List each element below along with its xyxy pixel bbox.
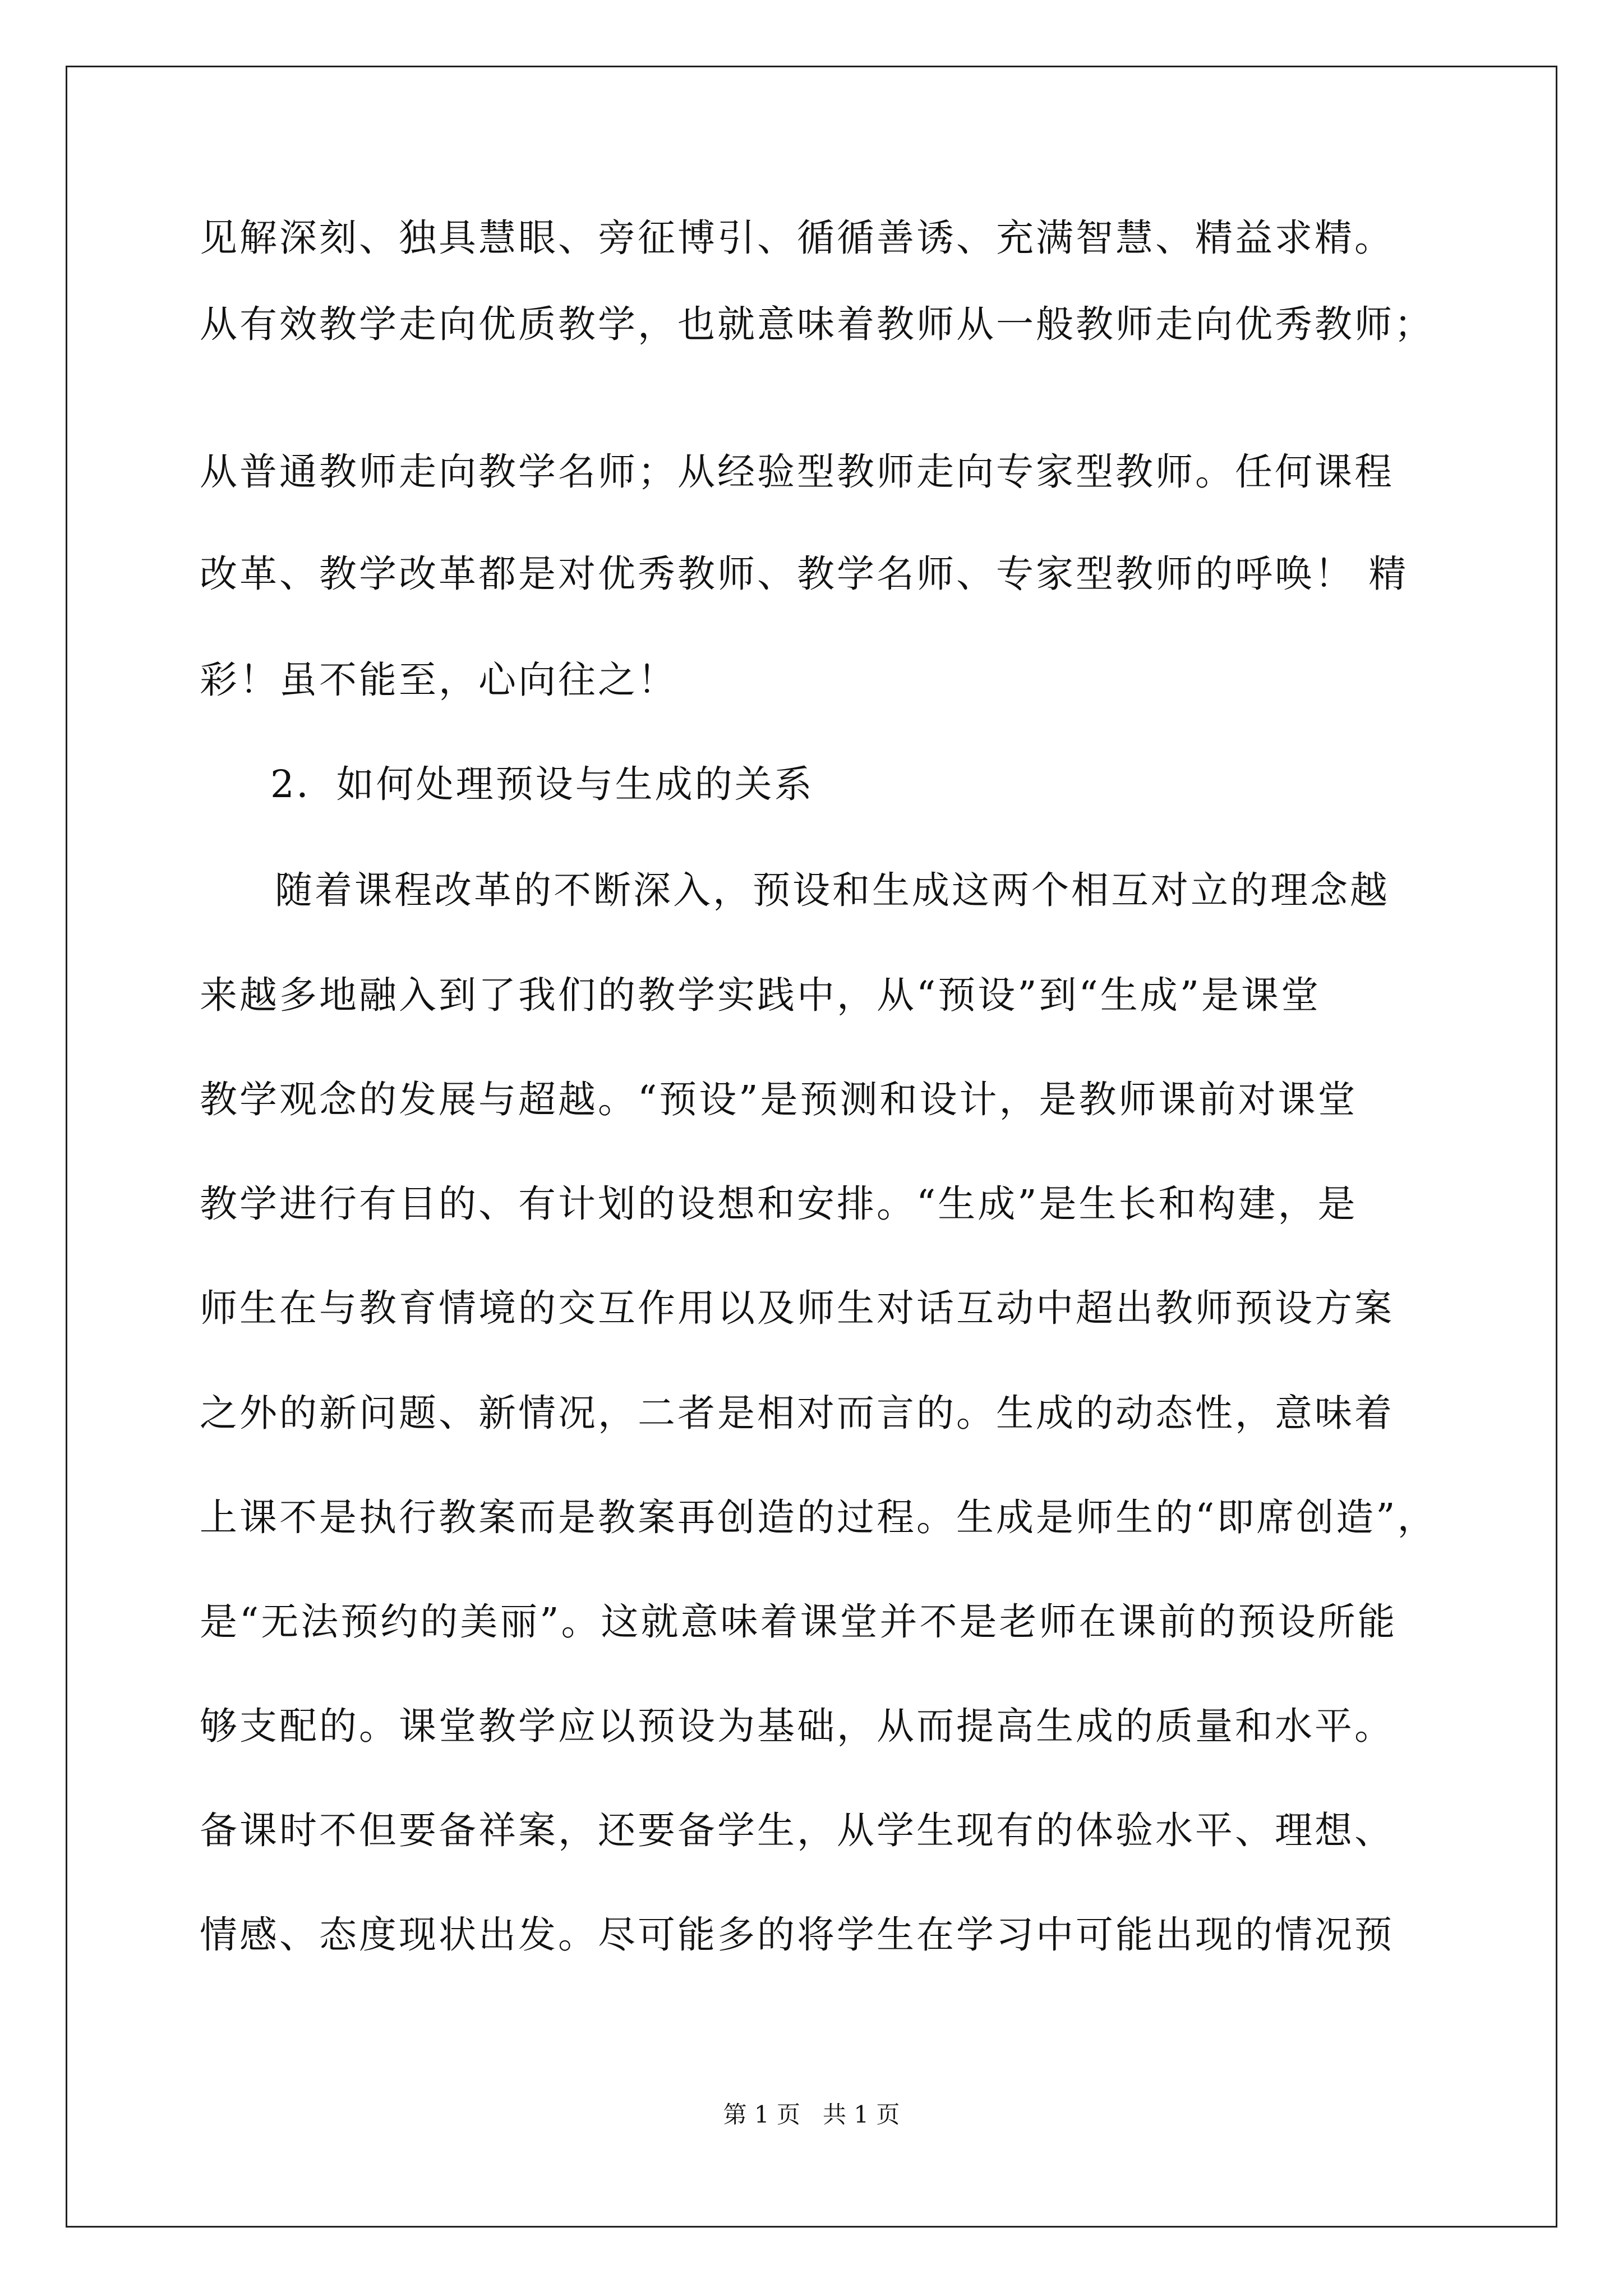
page-total: 共 1 页: [823, 2101, 900, 2128]
body-line: 教学观念的发展与超越。“预设”是预测和设计，是教师课前对课堂: [200, 1078, 1358, 1121]
body-line: 之外的新问题、新情况，二者是相对而言的。生成的动态性，意味着: [200, 1391, 1394, 1435]
body-line: 情感、态度现状出发。尽可能多的将学生在学习中可能出现的情况预: [200, 1913, 1394, 1957]
body-line: 来越多地融入到了我们的教学实践中，从“预设”到“生成”是课堂: [200, 973, 1321, 1017]
body-line: 备课时不但要备祥案，还要备学生，从学生现有的体验水平、理想、: [200, 1809, 1394, 1852]
body-line: 师生在与教育情境的交互作用以及师生对话互动中超出教师预设方案: [200, 1286, 1394, 1330]
section-heading: 2．如何处理预设与生成的关系: [270, 762, 814, 806]
body-line: 从普通教师走向教学名师；从经验型教师走向专家型教师。任何课程: [200, 450, 1394, 494]
body-line: 随着课程改革的不断深入，预设和生成这两个相互对立的理念越: [275, 868, 1390, 912]
body-line: 彩！虽不能至，心向往之！: [200, 658, 677, 702]
page-border: [66, 66, 1557, 2228]
body-line: 见解深刻、独具慧眼、旁征博引、循循善诱、充满智慧、精益求精。: [200, 216, 1394, 260]
body-line: 改革、教学改革都是对优秀教师、教学名师、专家型教师的呼唤！ 精: [200, 552, 1409, 596]
body-line: 上课不是执行教案而是教案再创造的过程。生成是师生的“即席创造”，: [200, 1496, 1437, 1539]
page-number: 第 1 页: [723, 2101, 800, 2128]
body-line: 教学进行有目的、有计划的设想和安排。“生成”是生长和构建，是: [200, 1182, 1358, 1226]
body-line: 够支配的。课堂教学应以预设为基础，从而提高生成的质量和水平。: [200, 1704, 1394, 1748]
body-line: 从有效教学走向优质教学，也就意味着教师从一般教师走向优秀教师；: [200, 302, 1434, 346]
body-line: 是“无法预约的美丽”。这就意味着课堂并不是老师在课前的预设所能: [200, 1600, 1398, 1644]
page-footer: [0, 2101, 1623, 2129]
